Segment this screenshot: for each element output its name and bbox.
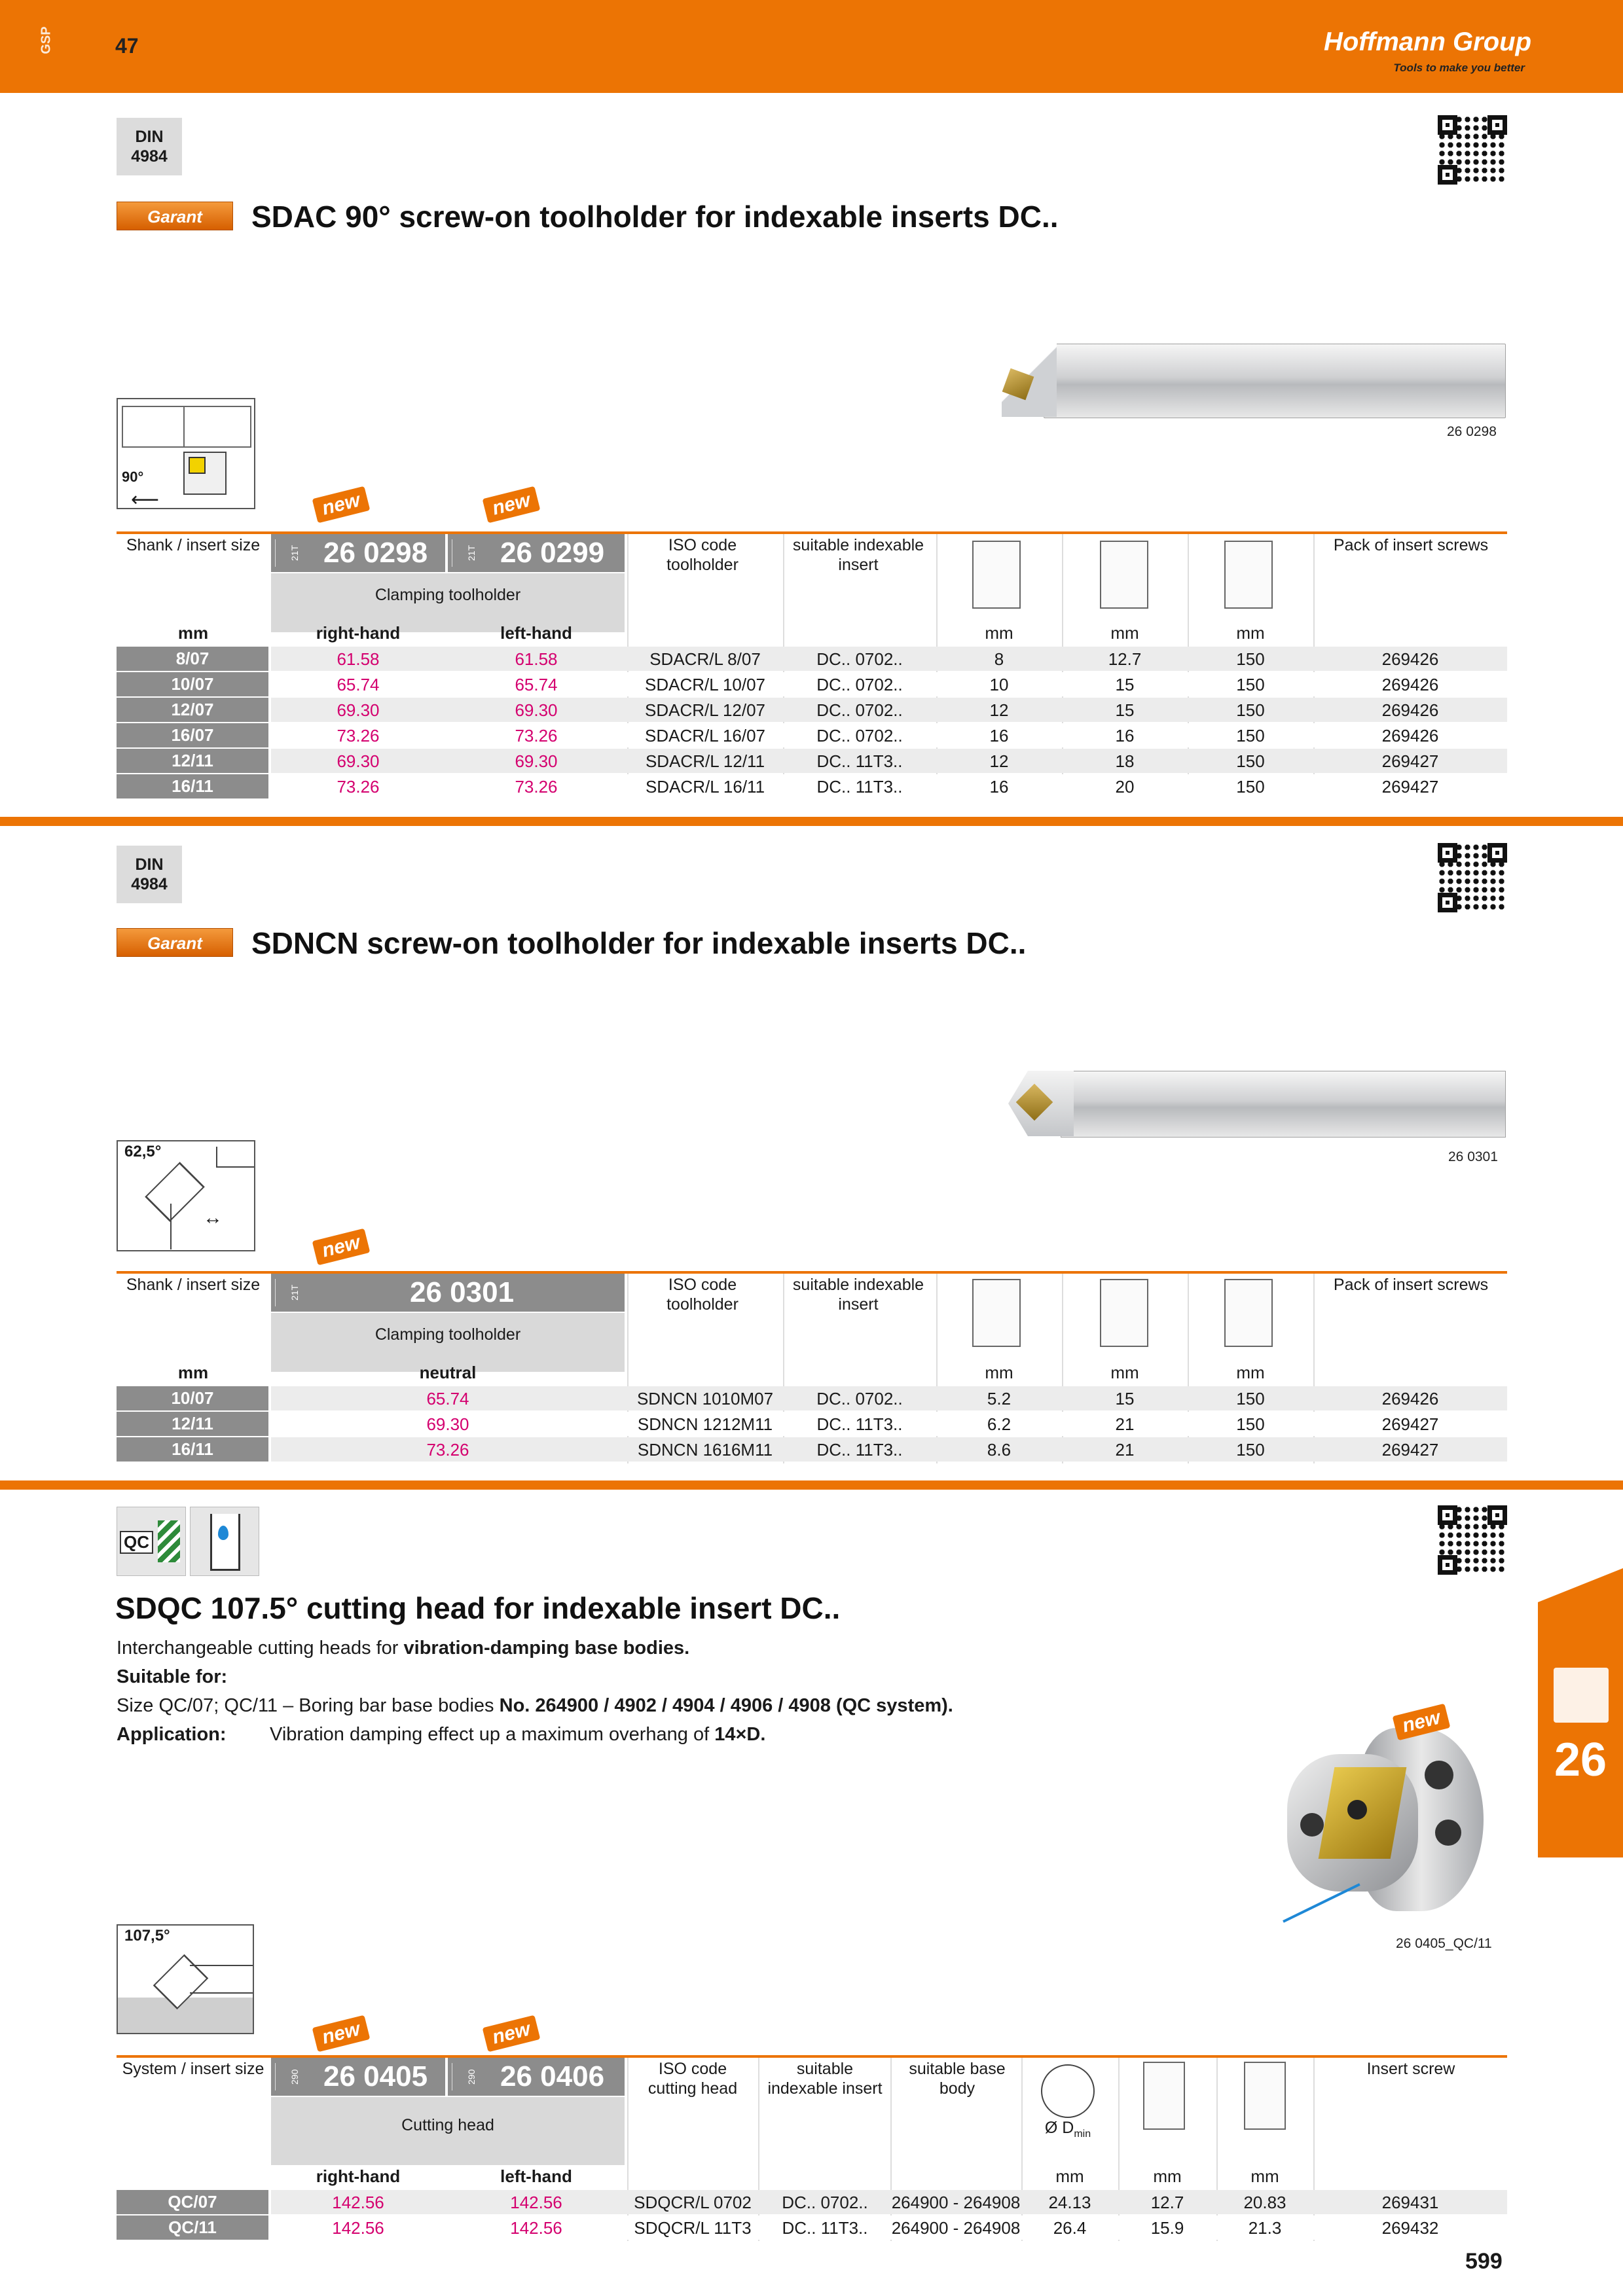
brand-logo: Hoffmann Group xyxy=(1323,27,1531,56)
unit-label: mm xyxy=(177,1363,209,1382)
arrow-left-icon: ⟵ xyxy=(131,489,160,511)
clamp-label: Clamping toolholder xyxy=(374,586,521,604)
insert-cell: DC.. 11T3.. xyxy=(816,1440,903,1460)
price-cell: 65.74 xyxy=(337,675,380,694)
dimension-icon xyxy=(972,541,1021,609)
insert-cell: DC.. 11T3.. xyxy=(782,2218,868,2238)
diameter-icon xyxy=(1041,2064,1095,2118)
price-cell: 69.30 xyxy=(515,700,558,720)
double-arrow-icon: ↔ xyxy=(203,1207,223,1229)
price-cell: 142.56 xyxy=(510,2218,562,2238)
din-badge: DIN 4984 xyxy=(117,846,182,903)
dimension-cell: 26.4 xyxy=(1053,2218,1087,2238)
iso-code-cell: SDACR/L 12/07 xyxy=(644,700,766,720)
unit-label: mm xyxy=(1236,623,1265,643)
page-number: 599 xyxy=(1465,2249,1503,2274)
col-header-insert: suitable indexable insert xyxy=(792,536,924,574)
unit-label: left-hand xyxy=(500,623,572,643)
iso-code-cell: SDACR/L 10/07 xyxy=(644,675,766,694)
unit-label: mm xyxy=(177,623,209,643)
dimension-cell: 6.2 xyxy=(987,1414,1012,1434)
part-number-header: 21T 26 0298 xyxy=(271,534,445,572)
price-cell: 69.30 xyxy=(337,751,380,771)
screw-cell: 269427 xyxy=(1381,1414,1439,1434)
dimension-cell: 150 xyxy=(1236,1414,1265,1434)
new-badge: new xyxy=(483,2015,541,2053)
dmin-label: Ø $D_{min}$ xyxy=(1044,2119,1091,2140)
angle-label: 107,5° xyxy=(124,1927,170,1945)
col-header-iso: ISO code cutting head xyxy=(647,2060,738,2098)
dimension-cell: 8 xyxy=(994,649,1004,669)
col-header-insert: suitable indexable insert xyxy=(792,1276,924,1314)
dimension-cell: 16 xyxy=(989,777,1009,797)
dimension-cell: 5.2 xyxy=(987,1389,1012,1408)
dimension-cell: 21.3 xyxy=(1248,2218,1282,2238)
part-number-header: 290 26 0406 xyxy=(448,2058,625,2096)
size-cell: 10/07 xyxy=(117,672,268,696)
iso-code-cell: SDACR/L 12/11 xyxy=(645,751,765,771)
size-cell: 10/07 xyxy=(117,1386,268,1410)
insert-cell: DC.. 11T3.. xyxy=(816,777,903,797)
angle-label: 90° xyxy=(122,469,144,485)
dimension-cell: 150 xyxy=(1236,1440,1265,1460)
insert-cell: DC.. 11T3.. xyxy=(816,751,903,771)
brand-tagline: Tools to make you better xyxy=(1393,62,1525,74)
dimension-icon xyxy=(1100,1279,1148,1347)
price-cell: 73.26 xyxy=(515,777,558,797)
qr-code[interactable] xyxy=(1438,1505,1507,1575)
price-cell: 142.56 xyxy=(332,2193,384,2212)
chapter-tab[interactable] xyxy=(1538,1602,1623,1857)
dimension-cell: 16 xyxy=(1115,726,1135,745)
garant-logo: Garant xyxy=(117,202,233,230)
col-header-system: System / insert size xyxy=(122,2060,264,2078)
unit-label: mm xyxy=(1110,623,1139,643)
part-number-header: 290 26 0405 xyxy=(271,2058,445,2096)
dimension-icon xyxy=(1244,2062,1286,2130)
din-badge: DIN 4984 xyxy=(117,118,182,175)
unit-label: mm xyxy=(1055,2166,1084,2186)
dimension-cell: 15 xyxy=(1115,675,1135,694)
dimension-cell: 16 xyxy=(989,726,1009,745)
dimension-cell: 12.7 xyxy=(1108,649,1142,669)
qc-system-icon xyxy=(117,1507,186,1576)
size-cell: 16/07 xyxy=(117,723,268,747)
dimension-cell: 21 xyxy=(1115,1440,1135,1460)
qr-code[interactable] xyxy=(1438,115,1507,185)
part-number-header: 21T 26 0301 xyxy=(271,1274,625,1312)
section-title: SDQC 107.5° cutting head for indexable insert DC.. xyxy=(115,1591,841,1625)
section-divider xyxy=(0,817,1623,826)
dimension-cell: 12.7 xyxy=(1150,2193,1184,2212)
screw-cell: 269426 xyxy=(1381,1389,1439,1408)
size-cell: 12/11 xyxy=(117,1412,268,1436)
new-badge: new xyxy=(312,1229,371,1266)
dimension-icon xyxy=(1224,1279,1273,1347)
description: Interchangeable cutting heads for vibration-damping base bodies. Suitable for: Size QC/07; QC/11 – Boring bar base bodies No. 264900 / 4902 / 4904 / 4906 / 4908 (QC system). Application: Vibration damping effect up a maximum overhang of 14×D. xyxy=(117,1638,953,1745)
col-header-insert: suitable indexable insert xyxy=(767,2060,883,2098)
base-body-cell: 264900 - 264908 xyxy=(891,2218,1021,2238)
dimension-cell: 8.6 xyxy=(987,1440,1012,1460)
dimension-icon xyxy=(1143,2062,1185,2130)
screw-cell: 269426 xyxy=(1381,700,1439,720)
clamp-label: Clamping toolholder xyxy=(374,1325,521,1344)
iso-code-cell: SDNCN 1010M07 xyxy=(636,1389,774,1408)
size-cell: QC/11 xyxy=(117,2215,268,2240)
dimension-cell: 150 xyxy=(1236,675,1265,694)
dimension-cell: 150 xyxy=(1236,649,1265,669)
dimension-icon xyxy=(1224,541,1273,609)
dimension-cell: 20.83 xyxy=(1243,2193,1286,2212)
insert-cell: DC.. 0702.. xyxy=(782,2193,868,2212)
dimension-cell: 10 xyxy=(989,675,1009,694)
unit-label: right-hand xyxy=(316,2166,401,2186)
dimension-cell: 12 xyxy=(989,751,1009,771)
col-header-screws: Pack of insert screws xyxy=(1333,1276,1489,1294)
dimension-cell: 150 xyxy=(1236,1389,1265,1408)
toolholder-image xyxy=(1061,1071,1506,1138)
size-cell: 16/11 xyxy=(117,1437,268,1462)
image-code: 26 0301 xyxy=(1448,1149,1498,1164)
turning-insert-icon xyxy=(1554,1668,1609,1723)
dimension-cell: 150 xyxy=(1236,751,1265,771)
insert-cell: DC.. 11T3.. xyxy=(816,1414,903,1434)
unit-label: mm xyxy=(1153,2166,1182,2186)
price-cell: 69.30 xyxy=(426,1414,469,1434)
iso-code-cell: SDACR/L 8/07 xyxy=(649,649,761,669)
size-cell: 12/07 xyxy=(117,698,268,722)
unit-label: neutral xyxy=(419,1363,477,1382)
dimension-cell: 24.13 xyxy=(1048,2193,1091,2212)
price-cell: 142.56 xyxy=(332,2218,384,2238)
insert-cell: DC.. 0702.. xyxy=(816,649,903,669)
screw-cell: 269426 xyxy=(1381,675,1439,694)
price-cell: 73.26 xyxy=(426,1440,469,1460)
col-header-iso: ISO code toolholder xyxy=(666,1276,739,1314)
size-cell: 8/07 xyxy=(117,647,268,671)
unit-label: mm xyxy=(1250,2166,1279,2186)
dimension-cell: 21 xyxy=(1115,1414,1135,1434)
screw-cell: 269426 xyxy=(1381,726,1439,745)
dimension-cell: 18 xyxy=(1115,751,1135,771)
garant-logo: Garant xyxy=(117,928,233,957)
unit-label: left-hand xyxy=(500,2166,572,2186)
col-header-base: suitable base body xyxy=(909,2060,1006,2098)
price-cell: 61.58 xyxy=(337,649,380,669)
image-code: 26 0405_QC/11 xyxy=(1396,1936,1492,1951)
section-title: SDAC 90° screw-on toolholder for indexable inserts DC.. xyxy=(251,200,1059,234)
unit-label: mm xyxy=(1236,1363,1265,1382)
iso-code-cell: SDQCR/L 11T3 xyxy=(634,2218,752,2238)
new-badge: new xyxy=(312,486,371,524)
dimension-cell: 15.9 xyxy=(1150,2218,1184,2238)
price-cell: 69.30 xyxy=(515,751,558,771)
size-cell: 16/11 xyxy=(117,774,268,798)
cutting-head-label: Cutting head xyxy=(401,2116,494,2134)
screw-cell: 269427 xyxy=(1381,751,1439,771)
col-header-shank: Shank / insert size xyxy=(126,536,261,554)
col-header-shank: Shank / insert size xyxy=(126,1276,261,1294)
part-number-header: 21T 26 0299 xyxy=(448,534,625,572)
dimension-icon xyxy=(972,1279,1021,1347)
angle-label: 62,5° xyxy=(124,1143,162,1160)
section-title: SDNCN screw-on toolholder for indexable inserts DC.. xyxy=(251,926,1027,960)
price-cell: 61.58 xyxy=(515,649,558,669)
section-divider xyxy=(0,1480,1623,1490)
iso-code-cell: SDACR/L 16/07 xyxy=(644,726,766,745)
iso-code-cell: SDACR/L 16/11 xyxy=(645,777,765,797)
unit-label: mm xyxy=(985,623,1013,643)
insert-cell: DC.. 0702.. xyxy=(816,675,903,694)
iso-code-cell: SDNCN 1616M11 xyxy=(637,1440,773,1460)
new-badge: new xyxy=(1393,1704,1451,1741)
insert-cell: DC.. 0702.. xyxy=(816,700,903,720)
qr-code[interactable] xyxy=(1438,843,1507,912)
chapter-number: 26 xyxy=(1554,1734,1607,1786)
col-header-screw: Insert screw xyxy=(1366,2060,1455,2078)
insert-cell: DC.. 0702.. xyxy=(816,1389,903,1408)
col-header-iso: ISO code toolholder xyxy=(666,536,739,574)
screw-cell: 269432 xyxy=(1381,2218,1439,2238)
page-top-number: 47 xyxy=(115,34,139,58)
price-cell: 65.74 xyxy=(426,1389,469,1408)
angle-diagram xyxy=(117,1140,255,1251)
image-code: 26 0298 xyxy=(1447,424,1497,439)
size-cell: QC/07 xyxy=(117,2190,268,2214)
screw-cell: 269427 xyxy=(1381,1440,1439,1460)
dimension-cell: 20 xyxy=(1115,777,1135,797)
dimension-cell: 150 xyxy=(1236,777,1265,797)
iso-code-cell: SDQCR/L 0702 xyxy=(634,2193,752,2212)
angle-diagram xyxy=(117,398,255,509)
dimension-cell: 150 xyxy=(1236,700,1265,720)
coolant-icon xyxy=(190,1507,259,1576)
insert-cell: DC.. 0702.. xyxy=(816,726,903,745)
page-header xyxy=(0,0,1623,93)
screw-cell: 269426 xyxy=(1381,649,1439,669)
toolholder-image xyxy=(1044,344,1506,418)
col-header-screws: Pack of insert screws xyxy=(1333,536,1489,554)
side-tag: GSP xyxy=(39,26,54,54)
price-cell: 69.30 xyxy=(337,700,380,720)
cutting-head-image xyxy=(1274,1715,1503,1918)
price-cell: 142.56 xyxy=(510,2193,562,2212)
price-cell: 73.26 xyxy=(515,726,558,745)
dimension-cell: 15 xyxy=(1115,700,1135,720)
screw-cell: 269427 xyxy=(1381,777,1439,797)
new-badge: new xyxy=(483,486,541,524)
price-cell: 73.26 xyxy=(337,726,380,745)
unit-label: mm xyxy=(1110,1363,1139,1382)
base-body-cell: 264900 - 264908 xyxy=(891,2193,1021,2212)
dimension-cell: 12 xyxy=(989,700,1009,720)
dimension-cell: 150 xyxy=(1236,726,1265,745)
iso-code-cell: SDNCN 1212M11 xyxy=(637,1414,773,1434)
price-cell: 73.26 xyxy=(337,777,380,797)
new-badge: new xyxy=(312,2015,371,2053)
screw-cell: 269431 xyxy=(1381,2193,1439,2212)
dimension-cell: 15 xyxy=(1115,1389,1135,1408)
unit-label: right-hand xyxy=(316,623,401,643)
dimension-icon xyxy=(1100,541,1148,609)
unit-label: mm xyxy=(985,1363,1013,1382)
qc-label: QC xyxy=(120,1531,153,1554)
price-cell: 65.74 xyxy=(515,675,558,694)
angle-diagram xyxy=(117,1924,254,2034)
size-cell: 12/11 xyxy=(117,749,268,773)
